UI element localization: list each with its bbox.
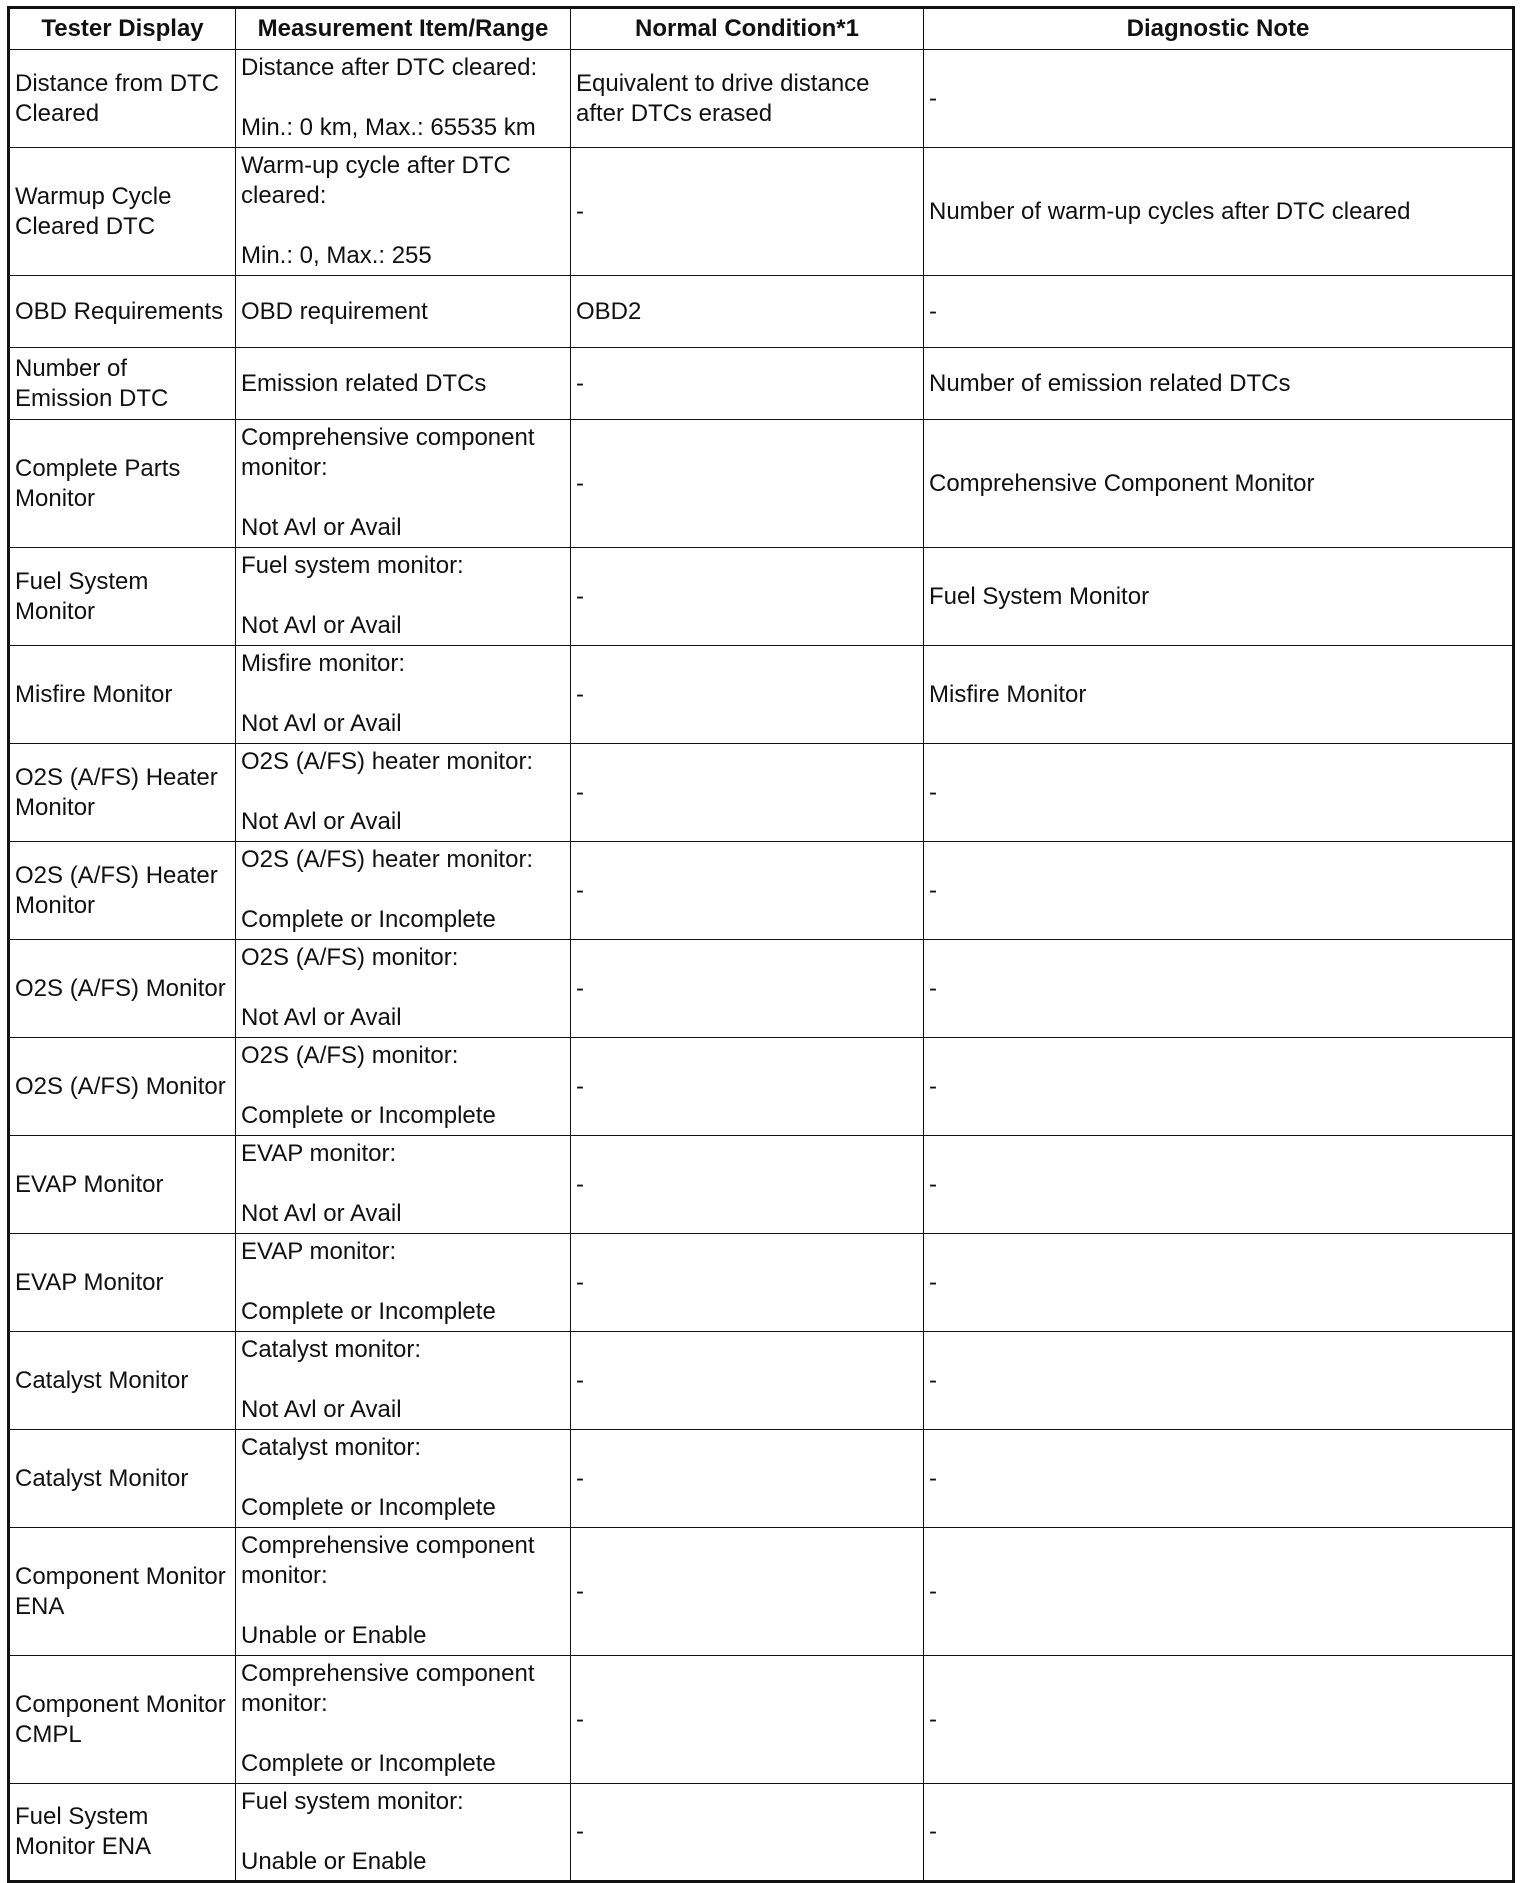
table-row: [9, 276, 1514, 348]
cell-measurement-item: [236, 744, 571, 842]
cell-normal-condition: -: [571, 842, 924, 940]
cell-normal-condition: -: [571, 420, 924, 548]
cell-tester-display: O2S (A/FS) Monitor: [9, 940, 236, 1038]
measurement-range: Not Avl or Avail: [241, 1200, 402, 1227]
measurement-description: O2S (A/FS) monitor:: [241, 944, 459, 971]
cell-tester-display: Catalyst Monitor: [9, 1430, 236, 1528]
table-row: [9, 1136, 1514, 1234]
cell-measurement-item: [236, 646, 571, 744]
table-row: [9, 1656, 1514, 1784]
cell-measurement-item: [236, 1784, 571, 1882]
measurement-description: O2S (A/FS) heater monitor:: [241, 748, 534, 775]
cell-tester-display: OBD Requirements: [9, 276, 236, 348]
cell-diagnostic-note: -: [924, 842, 1514, 940]
measurement-range: Complete or Incomplete: [241, 1750, 496, 1777]
col-header-diagnostic-note: Diagnostic Note: [924, 8, 1514, 50]
cell-normal-condition: -: [571, 1656, 924, 1784]
table-row: [9, 744, 1514, 842]
cell-normal-condition: -: [571, 1430, 924, 1528]
header-row: [9, 8, 1514, 50]
cell-tester-display: EVAP Monitor: [9, 1136, 236, 1234]
measurement-description: Comprehensive component monitor:: [241, 424, 535, 481]
cell-diagnostic-note: Comprehensive Component Monitor: [924, 420, 1514, 548]
cell-diagnostic-note: -: [924, 1332, 1514, 1430]
cell-measurement-item: [236, 420, 571, 548]
table-body: [9, 50, 1514, 1882]
cell-measurement-item: [236, 50, 571, 148]
table-row: [9, 1234, 1514, 1332]
cell-normal-condition: -: [571, 1784, 924, 1882]
cell-tester-display: Complete Parts Monitor: [9, 420, 236, 548]
table-row: [9, 842, 1514, 940]
measurement-range: Complete or Incomplete: [241, 1102, 496, 1129]
cell-measurement-item: [236, 1528, 571, 1656]
cell-normal-condition: -: [571, 1332, 924, 1430]
cell-measurement-item: OBD requirement: [236, 276, 571, 348]
cell-normal-condition: -: [571, 940, 924, 1038]
table-row: [9, 548, 1514, 646]
cell-measurement-item: [236, 1430, 571, 1528]
table-row: [9, 348, 1514, 420]
measurement-range: Not Avl or Avail: [241, 1004, 402, 1031]
cell-tester-display: O2S (A/FS) Heater Monitor: [9, 744, 236, 842]
measurement-range: Min.: 0 km, Max.: 65535 km: [241, 114, 536, 141]
cell-diagnostic-note: Fuel System Monitor: [924, 548, 1514, 646]
cell-measurement-item: Emission related DTCs: [236, 348, 571, 420]
table-row: [9, 646, 1514, 744]
cell-measurement-item: [236, 548, 571, 646]
cell-tester-display: Number of Emission DTC: [9, 348, 236, 420]
cell-measurement-item: [236, 148, 571, 276]
measurement-range: Complete or Incomplete: [241, 906, 496, 933]
cell-measurement-item: [236, 1136, 571, 1234]
cell-normal-condition: -: [571, 1234, 924, 1332]
cell-diagnostic-note: -: [924, 1234, 1514, 1332]
cell-tester-display: Fuel System Monitor ENA: [9, 1784, 236, 1882]
table-row: [9, 1430, 1514, 1528]
cell-tester-display: Component Monitor ENA: [9, 1528, 236, 1656]
table-row: [9, 1332, 1514, 1430]
cell-diagnostic-note: -: [924, 1656, 1514, 1784]
cell-tester-display: Component Monitor CMPL: [9, 1656, 236, 1784]
cell-diagnostic-note: -: [924, 1784, 1514, 1882]
cell-normal-condition: -: [571, 548, 924, 646]
cell-diagnostic-note: Misfire Monitor: [924, 646, 1514, 744]
cell-measurement-item: [236, 1332, 571, 1430]
measurement-description: EVAP monitor:: [241, 1140, 397, 1167]
col-header-tester-display: Tester Display: [9, 8, 236, 50]
measurement-description: Fuel system monitor:: [241, 552, 464, 579]
measurement-description: Catalyst monitor:: [241, 1434, 422, 1461]
measurement-range: Not Avl or Avail: [241, 514, 402, 541]
cell-diagnostic-note: -: [924, 940, 1514, 1038]
table-row: [9, 1528, 1514, 1656]
table-row: [9, 940, 1514, 1038]
cell-normal-condition: -: [571, 148, 924, 276]
table-row: [9, 1038, 1514, 1136]
cell-diagnostic-note: -: [924, 1136, 1514, 1234]
measurement-range: Complete or Incomplete: [241, 1298, 496, 1325]
col-header-normal-condition: Normal Condition*1: [571, 8, 924, 50]
cell-normal-condition: -: [571, 1038, 924, 1136]
measurement-description: EVAP monitor:: [241, 1238, 397, 1265]
cell-tester-display: EVAP Monitor: [9, 1234, 236, 1332]
table-row: [9, 1784, 1514, 1882]
cell-normal-condition: Equivalent to drive distance after DTCs erased: [571, 50, 924, 148]
cell-measurement-item: [236, 1656, 571, 1784]
cell-diagnostic-note: Number of warm-up cycles after DTC cleared: [924, 148, 1514, 276]
cell-measurement-item: [236, 842, 571, 940]
cell-diagnostic-note: -: [924, 744, 1514, 842]
measurement-description: Fuel system monitor:: [241, 1788, 464, 1815]
measurement-description: O2S (A/FS) monitor:: [241, 1042, 459, 1069]
measurement-range: Not Avl or Avail: [241, 710, 402, 737]
cell-diagnostic-note: -: [924, 1430, 1514, 1528]
measurement-description: Distance after DTC cleared:: [241, 54, 538, 81]
cell-normal-condition: OBD2: [571, 276, 924, 348]
cell-tester-display: Catalyst Monitor: [9, 1332, 236, 1430]
table-row: [9, 148, 1514, 276]
measurement-range: Not Avl or Avail: [241, 1396, 402, 1423]
cell-diagnostic-note: -: [924, 276, 1514, 348]
measurement-description: Catalyst monitor:: [241, 1336, 422, 1363]
cell-diagnostic-note: -: [924, 1038, 1514, 1136]
cell-normal-condition: -: [571, 348, 924, 420]
cell-measurement-item: [236, 1234, 571, 1332]
cell-tester-display: Fuel System Monitor: [9, 548, 236, 646]
cell-measurement-item: [236, 1038, 571, 1136]
measurement-range: Unable or Enable: [241, 1848, 427, 1875]
measurement-description: Comprehensive component monitor:: [241, 1660, 535, 1717]
cell-diagnostic-note: -: [924, 1528, 1514, 1656]
measurement-range: Complete or Incomplete: [241, 1494, 496, 1521]
cell-tester-display: O2S (A/FS) Heater Monitor: [9, 842, 236, 940]
data-table: [7, 6, 1515, 1883]
measurement-description: Misfire monitor:: [241, 650, 406, 677]
cell-tester-display: Distance from DTC Cleared: [9, 50, 236, 148]
measurement-range: Not Avl or Avail: [241, 612, 402, 639]
cell-normal-condition: -: [571, 744, 924, 842]
cell-measurement-item: [236, 940, 571, 1038]
cell-tester-display: O2S (A/FS) Monitor: [9, 1038, 236, 1136]
cell-tester-display: Warmup Cycle Cleared DTC: [9, 148, 236, 276]
table-row: [9, 50, 1514, 148]
cell-diagnostic-note: Number of emission related DTCs: [924, 348, 1514, 420]
measurement-description: Comprehensive component monitor:: [241, 1532, 535, 1589]
col-header-measurement-item: Measurement Item/Range: [236, 8, 571, 50]
measurement-range: Unable or Enable: [241, 1622, 427, 1649]
cell-diagnostic-note: -: [924, 50, 1514, 148]
table-row: [9, 420, 1514, 548]
measurement-range: Not Avl or Avail: [241, 808, 402, 835]
cell-tester-display: Misfire Monitor: [9, 646, 236, 744]
measurement-range: Min.: 0, Max.: 255: [241, 242, 432, 269]
measurement-description: Warm-up cycle after DTC cleared:: [241, 152, 511, 209]
measurement-description: O2S (A/FS) heater monitor:: [241, 846, 534, 873]
cell-normal-condition: -: [571, 1136, 924, 1234]
cell-normal-condition: -: [571, 646, 924, 744]
cell-normal-condition: -: [571, 1528, 924, 1656]
